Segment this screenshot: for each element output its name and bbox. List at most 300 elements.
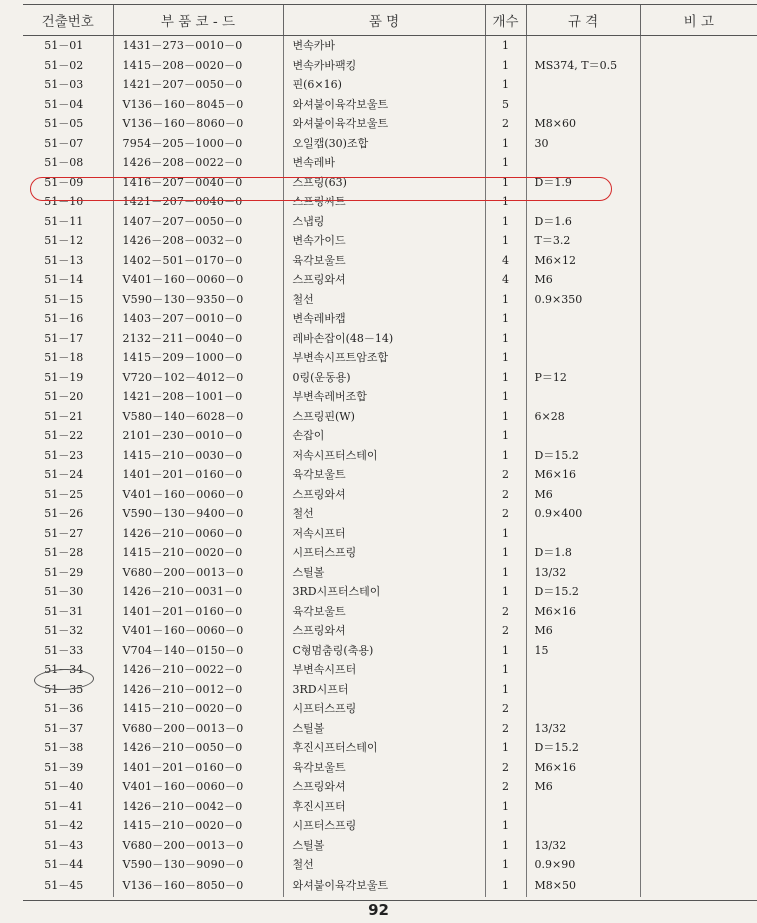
ref-cell: 51－26 <box>44 507 84 520</box>
header-spec: 규 격 <box>526 5 640 36</box>
ref-cell: 51－34 <box>44 663 84 676</box>
note-cell <box>640 153 757 173</box>
note-cell <box>640 426 757 446</box>
table-row <box>23 387 757 407</box>
qty-cell: 1 <box>485 212 526 232</box>
table-row <box>23 212 757 232</box>
parts-table <box>23 4 757 897</box>
ref-cell: 51－28 <box>44 546 84 559</box>
spec-cell: 0.9×400 <box>526 504 640 524</box>
qty-cell: 1 <box>485 641 526 661</box>
ref-cell: 51－43 <box>44 838 84 852</box>
note-cell <box>640 738 757 758</box>
spec-cell: 0.9×90 <box>526 855 640 875</box>
spec-cell <box>526 524 640 544</box>
code-cell: 1415－210－0020－0 <box>113 816 283 836</box>
code-cell: V136－160－8060－0 <box>113 114 283 134</box>
qty-cell: 1 <box>485 309 526 329</box>
table-row <box>23 290 757 310</box>
ref-cell: 51－37 <box>44 721 84 735</box>
header-part-name: 품 명 <box>283 5 485 36</box>
spec-cell <box>526 426 640 446</box>
name-cell: 스프링와셔 <box>283 777 485 797</box>
ref-cell: 51－42 <box>44 819 84 832</box>
code-cell: V590－130－9350－0 <box>113 290 283 310</box>
table-row <box>23 329 757 349</box>
qty-cell: 1 <box>485 75 526 95</box>
ref-cell: 51－21 <box>44 409 84 423</box>
note-cell <box>640 465 757 485</box>
code-cell: 1415－210－0020－0 <box>113 543 283 563</box>
code-cell: 1415－210－0020－0 <box>113 699 283 719</box>
code-cell: 1401－201－0160－0 <box>113 602 283 622</box>
ref-cell: 51－32 <box>44 624 84 637</box>
code-cell: 2132－211－0040－0 <box>113 329 283 349</box>
code-cell: 1426－208－0022－0 <box>113 153 283 173</box>
name-cell: 육각보울트 <box>283 602 485 622</box>
code-cell: 1426－210－0022－0 <box>113 660 283 680</box>
note-cell <box>640 582 757 602</box>
qty-cell: 1 <box>485 524 526 544</box>
note-cell <box>640 290 757 310</box>
name-cell: 변속레바 <box>283 153 485 173</box>
ref-cell: 51－25 <box>44 487 84 501</box>
spec-cell <box>526 309 640 329</box>
note-cell <box>640 114 757 134</box>
spec-cell <box>526 660 640 680</box>
qty-cell: 2 <box>485 777 526 797</box>
name-cell: 손잡이 <box>283 426 485 446</box>
table-row <box>23 855 757 875</box>
qty-cell: 1 <box>485 875 526 897</box>
note-cell <box>640 485 757 505</box>
name-cell: 스프링와셔 <box>283 485 485 505</box>
spec-cell: M6 <box>526 621 640 641</box>
note-cell <box>640 192 757 212</box>
name-cell: 시프터스프링 <box>283 543 485 563</box>
spec-cell: M6×16 <box>526 758 640 778</box>
table-row <box>23 836 757 856</box>
name-cell: 와셔붙이육각보울트 <box>283 875 485 897</box>
spec-cell: M6 <box>526 777 640 797</box>
spec-cell: 6×28 <box>526 407 640 427</box>
spec-cell <box>526 816 640 836</box>
note-cell <box>640 641 757 661</box>
ref-cell: 51－15 <box>44 292 84 306</box>
note-cell <box>640 95 757 115</box>
ref-cell: 51－36 <box>44 702 84 715</box>
qty-cell: 5 <box>485 95 526 115</box>
code-cell: 1401－201－0160－0 <box>113 465 283 485</box>
spec-cell: P＝12 <box>526 368 640 388</box>
spec-cell: M6×16 <box>526 465 640 485</box>
code-cell: V136－160－8050－0 <box>113 875 283 897</box>
qty-cell: 2 <box>485 602 526 622</box>
ref-cell: 51－31 <box>44 604 84 618</box>
code-cell: V680－200－0013－0 <box>113 836 283 856</box>
ref-cell: 51－09 <box>44 175 84 189</box>
note-cell <box>640 348 757 368</box>
name-cell: 스냅링 <box>283 212 485 232</box>
table-row <box>23 368 757 388</box>
spec-cell: M6 <box>526 270 640 290</box>
note-cell <box>640 563 757 583</box>
qty-cell: 2 <box>485 465 526 485</box>
note-cell <box>640 270 757 290</box>
ref-cell: 51－01 <box>44 39 84 52</box>
table-row <box>23 621 757 641</box>
note-cell <box>640 875 757 897</box>
name-cell: 스프링(63) <box>283 173 485 193</box>
ref-cell: 51－17 <box>44 331 84 345</box>
code-cell: V401－160－0060－0 <box>113 485 283 505</box>
note-cell <box>640 212 757 232</box>
note-cell <box>640 855 757 875</box>
spec-cell <box>526 329 640 349</box>
spec-cell <box>526 680 640 700</box>
note-cell <box>640 699 757 719</box>
header-note: 비 고 <box>640 5 757 36</box>
note-cell <box>640 504 757 524</box>
note-cell <box>640 543 757 563</box>
name-cell: C형멈춤링(축용) <box>283 641 485 661</box>
qty-cell: 1 <box>485 660 526 680</box>
header-ref-number: 건출번호 <box>23 5 113 36</box>
spec-cell: MS374, T＝0.5 <box>526 56 640 76</box>
name-cell: 핀(6×16) <box>283 75 485 95</box>
code-cell: V136－160－8045－0 <box>113 95 283 115</box>
code-cell: V590－130－9090－0 <box>113 855 283 875</box>
name-cell: 후진시프터 <box>283 797 485 817</box>
name-cell: 변속가이드 <box>283 231 485 251</box>
name-cell: 시프터스프링 <box>283 699 485 719</box>
spec-cell: M6×16 <box>526 602 640 622</box>
qty-cell: 1 <box>485 36 526 56</box>
table-row <box>23 816 757 836</box>
code-cell: 1401－201－0160－0 <box>113 758 283 778</box>
code-cell: 2101－230－0010－0 <box>113 426 283 446</box>
spec-cell: 13/32 <box>526 836 640 856</box>
qty-cell: 1 <box>485 407 526 427</box>
code-cell: V720－102－4012－0 <box>113 368 283 388</box>
highlight-oval <box>30 177 612 201</box>
spec-cell <box>526 348 640 368</box>
code-cell: 1426－210－0042－0 <box>113 797 283 817</box>
qty-cell: 1 <box>485 836 526 856</box>
name-cell: 스프링씨트 <box>283 192 485 212</box>
table-row <box>23 563 757 583</box>
qty-cell: 1 <box>485 56 526 76</box>
table-row <box>23 504 757 524</box>
note-cell <box>640 621 757 641</box>
name-cell: 변속카바 <box>283 36 485 56</box>
note-cell <box>640 231 757 251</box>
qty-cell: 1 <box>485 855 526 875</box>
spec-cell: D＝1.9 <box>526 173 640 193</box>
note-cell <box>640 407 757 427</box>
qty-cell: 1 <box>485 329 526 349</box>
ref-cell: 51－02 <box>44 58 84 72</box>
spec-cell <box>526 797 640 817</box>
note-cell <box>640 777 757 797</box>
name-cell: 후진시프터스테이 <box>283 738 485 758</box>
code-cell: V590－130－9400－0 <box>113 504 283 524</box>
qty-cell: 1 <box>485 446 526 466</box>
table-row <box>23 36 757 56</box>
name-cell: 스틸볼 <box>283 563 485 583</box>
ref-cell: 51－45 <box>44 878 84 892</box>
name-cell: 3RD시프터 <box>283 680 485 700</box>
name-cell: 부변속시프터 <box>283 660 485 680</box>
ref-cell: 51－03 <box>44 78 84 91</box>
ref-cell: 51－08 <box>44 156 84 169</box>
name-cell: 오일캡(30)조합 <box>283 134 485 154</box>
table-row <box>23 134 757 154</box>
header-quantity: 개수 <box>485 5 526 36</box>
qty-cell: 1 <box>485 582 526 602</box>
spec-cell: 0.9×350 <box>526 290 640 310</box>
spec-cell: D＝15.2 <box>526 582 640 602</box>
qty-cell: 2 <box>485 758 526 778</box>
qty-cell: 1 <box>485 797 526 817</box>
note-cell <box>640 719 757 739</box>
name-cell: 저속시프터스테이 <box>283 446 485 466</box>
page-number: 92 <box>368 901 389 919</box>
ref-cell: 51－38 <box>44 741 84 754</box>
table-row <box>23 875 757 897</box>
table-row <box>23 777 757 797</box>
ref-cell: 51－20 <box>44 390 84 403</box>
code-cell: V580－140－6028－0 <box>113 407 283 427</box>
qty-cell: 1 <box>485 290 526 310</box>
note-cell <box>640 602 757 622</box>
spec-cell: D＝1.6 <box>526 212 640 232</box>
spec-cell: D＝15.2 <box>526 446 640 466</box>
qty-cell: 2 <box>485 621 526 641</box>
ref-cell: 51－13 <box>44 253 84 267</box>
code-cell: 1426－208－0032－0 <box>113 231 283 251</box>
code-cell: 1426－210－0012－0 <box>113 680 283 700</box>
table-row <box>23 641 757 661</box>
code-cell: 1403－207－0010－0 <box>113 309 283 329</box>
name-cell: 와셔붙이육각보울트 <box>283 95 485 115</box>
table-row <box>23 758 757 778</box>
name-cell: 와셔붙이육각보울트 <box>283 114 485 134</box>
code-cell: 1426－210－0050－0 <box>113 738 283 758</box>
spec-cell <box>526 387 640 407</box>
note-cell <box>640 660 757 680</box>
table-row <box>23 582 757 602</box>
name-cell: 0링(운동용) <box>283 368 485 388</box>
ref-cell: 51－05 <box>44 117 84 130</box>
code-cell: 7954－205－1000－0 <box>113 134 283 154</box>
name-cell: 육각보울트 <box>283 465 485 485</box>
qty-cell: 1 <box>485 543 526 563</box>
spec-cell: M8×50 <box>526 875 640 897</box>
name-cell: 변속카바팩킹 <box>283 56 485 76</box>
note-cell <box>640 524 757 544</box>
name-cell: 스프링핀(W) <box>283 407 485 427</box>
name-cell: 시프터스프링 <box>283 816 485 836</box>
ref-cell: 51－27 <box>44 526 84 540</box>
header-part-code: 부 품 코 - 드 <box>113 5 283 36</box>
spec-cell <box>526 75 640 95</box>
qty-cell: 1 <box>485 348 526 368</box>
code-cell: 1421－207－0040－0 <box>113 192 283 212</box>
table-row <box>23 719 757 739</box>
spec-cell <box>526 36 640 56</box>
code-cell: 1421－208－1001－0 <box>113 387 283 407</box>
table-row <box>23 348 757 368</box>
qty-cell: 1 <box>485 426 526 446</box>
name-cell: 부변속시프트암조합 <box>283 348 485 368</box>
table-row <box>23 543 757 563</box>
name-cell: 부변속레버조합 <box>283 387 485 407</box>
code-cell: 1415－210－0030－0 <box>113 446 283 466</box>
ref-cell: 51－35 <box>44 682 84 696</box>
qty-cell: 2 <box>485 699 526 719</box>
qty-cell: 1 <box>485 680 526 700</box>
qty-cell: 1 <box>485 192 526 212</box>
code-cell: V401－160－0060－0 <box>113 621 283 641</box>
qty-cell: 4 <box>485 270 526 290</box>
name-cell: 스프링와셔 <box>283 621 485 641</box>
name-cell: 레바손잡이(48－14) <box>283 329 485 349</box>
ref-cell: 51－44 <box>44 858 84 871</box>
qty-cell: 1 <box>485 368 526 388</box>
name-cell: 육각보울트 <box>283 251 485 271</box>
code-cell: V680－200－0013－0 <box>113 563 283 583</box>
code-cell: 1426－210－0031－0 <box>113 582 283 602</box>
name-cell: 변속레바캡 <box>283 309 485 329</box>
ref-cell: 51－39 <box>44 760 84 774</box>
code-cell: 1402－501－0170－0 <box>113 251 283 271</box>
qty-cell: 1 <box>485 816 526 836</box>
ref-cell: 51－19 <box>44 370 84 384</box>
note-cell <box>640 680 757 700</box>
table-row <box>23 270 757 290</box>
ref-cell: 51－10 <box>44 195 84 208</box>
name-cell: 저속시프터 <box>283 524 485 544</box>
ref-cell: 51－23 <box>44 448 84 462</box>
name-cell: 육각보울트 <box>283 758 485 778</box>
qty-cell: 1 <box>485 738 526 758</box>
ref-cell: 51－11 <box>44 214 84 228</box>
spec-cell: 13/32 <box>526 719 640 739</box>
note-cell <box>640 309 757 329</box>
note-cell <box>640 797 757 817</box>
qty-cell: 2 <box>485 719 526 739</box>
ref-cell: 51－14 <box>44 273 84 286</box>
spec-cell: 13/32 <box>526 563 640 583</box>
qty-cell: 1 <box>485 231 526 251</box>
qty-cell: 4 <box>485 251 526 271</box>
ref-cell: 51－24 <box>44 468 84 481</box>
spec-cell <box>526 95 640 115</box>
spec-cell: D＝1.8 <box>526 543 640 563</box>
qty-cell: 2 <box>485 114 526 134</box>
code-cell: 1407－207－0050－0 <box>113 212 283 232</box>
table-row <box>23 680 757 700</box>
qty-cell: 2 <box>485 485 526 505</box>
note-cell <box>640 134 757 154</box>
ref-cell: 51－22 <box>44 429 84 442</box>
ref-cell: 51－07 <box>44 136 84 150</box>
table-row <box>23 95 757 115</box>
note-cell <box>640 75 757 95</box>
ref-cell: 51－41 <box>44 799 84 813</box>
table-row <box>23 660 757 680</box>
note-cell <box>640 368 757 388</box>
name-cell: 스틸볼 <box>283 719 485 739</box>
qty-cell: 1 <box>485 134 526 154</box>
table-row <box>23 251 757 271</box>
note-cell <box>640 56 757 76</box>
spec-cell <box>526 699 640 719</box>
name-cell: 스프링와셔 <box>283 270 485 290</box>
name-cell: 철선 <box>283 504 485 524</box>
ref-cell: 51－29 <box>44 565 84 579</box>
table-row <box>23 231 757 251</box>
table-row <box>23 699 757 719</box>
note-cell <box>640 758 757 778</box>
name-cell: 3RD시프터스테이 <box>283 582 485 602</box>
ref-cell: 51－40 <box>44 780 84 793</box>
spec-cell: 15 <box>526 641 640 661</box>
note-cell <box>640 836 757 856</box>
note-cell <box>640 816 757 836</box>
code-cell: V680－200－0013－0 <box>113 719 283 739</box>
qty-cell: 2 <box>485 504 526 524</box>
name-cell: 스틸볼 <box>283 836 485 856</box>
qty-cell: 1 <box>485 173 526 193</box>
table-row <box>23 426 757 446</box>
spec-cell: M6 <box>526 485 640 505</box>
spec-cell <box>526 153 640 173</box>
spec-cell: D＝15.2 <box>526 738 640 758</box>
note-cell <box>640 387 757 407</box>
table-row <box>23 602 757 622</box>
table-row <box>23 309 757 329</box>
ref-cell: 51－30 <box>44 585 84 598</box>
table-row <box>23 56 757 76</box>
table-row <box>23 153 757 173</box>
table-body <box>23 36 757 897</box>
spec-cell: 30 <box>526 134 640 154</box>
note-cell <box>640 329 757 349</box>
note-cell <box>640 173 757 193</box>
qty-cell: 1 <box>485 153 526 173</box>
code-cell: V401－160－0060－0 <box>113 270 283 290</box>
spec-cell: M8×60 <box>526 114 640 134</box>
table-row <box>23 465 757 485</box>
ref-cell: 51－16 <box>44 312 84 325</box>
code-cell: V704－140－0150－0 <box>113 641 283 661</box>
ref-cell: 51－12 <box>44 234 84 247</box>
table-row <box>23 446 757 466</box>
table-row <box>23 524 757 544</box>
code-cell: 1415－209－1000－0 <box>113 348 283 368</box>
name-cell: 철선 <box>283 290 485 310</box>
code-cell: 1431－273－0010－0 <box>113 36 283 56</box>
note-cell <box>640 36 757 56</box>
ref-cell: 51－04 <box>44 97 84 111</box>
ref-cell: 51－18 <box>44 351 84 364</box>
code-cell: 1426－210－0060－0 <box>113 524 283 544</box>
spec-cell: M6×12 <box>526 251 640 271</box>
code-cell: V401－160－0060－0 <box>113 777 283 797</box>
code-cell: 1421－207－0050－0 <box>113 75 283 95</box>
